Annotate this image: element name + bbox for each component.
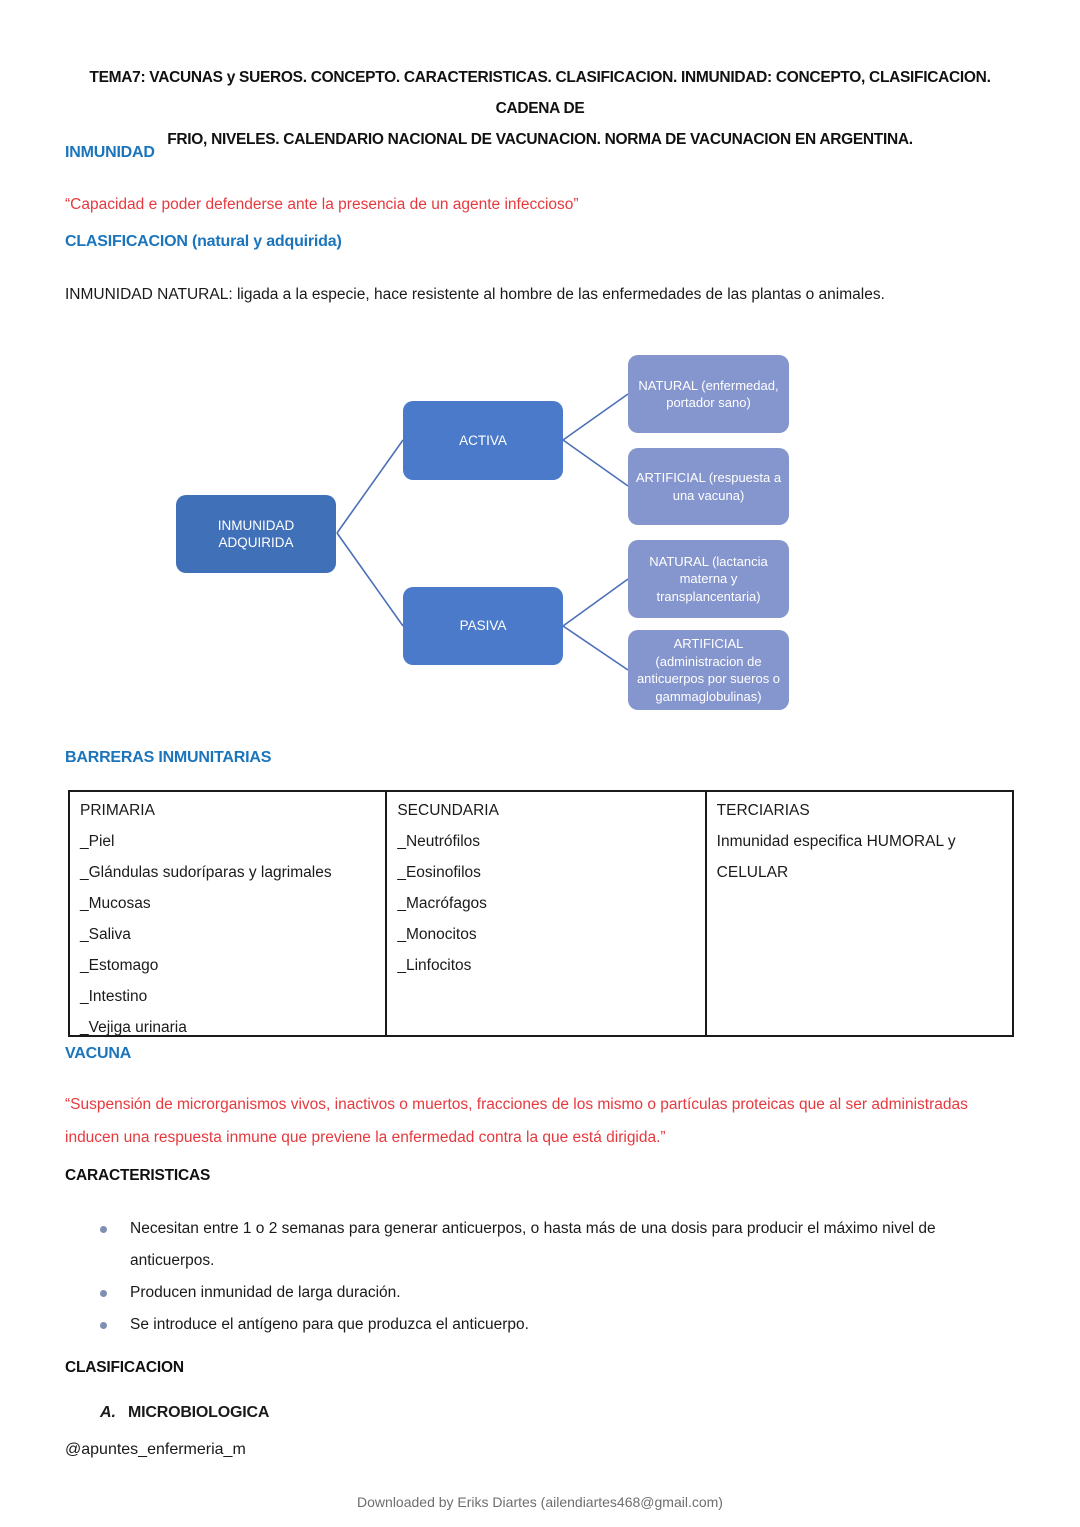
inmunidad-quote: “Capacidad e poder defenderse ante la presencia de un agente infeccioso” <box>65 196 579 213</box>
bullet-icon <box>100 1226 107 1233</box>
table-cell: _Neutrófilos <box>397 833 481 850</box>
heading-vacuna: VACUNA <box>65 1045 132 1062</box>
table-column-secundaria <box>387 792 706 1035</box>
diagram-box-pasiva-natural: NATURAL (lactancia materna y transplancentaria) <box>628 540 789 618</box>
inmunidad-adquirida-diagram <box>0 350 1080 718</box>
table-cell: _Intestino <box>80 988 148 1005</box>
table-cell: _Monocitos <box>397 926 477 943</box>
table-header-secundaria: SECUNDARIA <box>397 802 499 819</box>
table-column-terciarias <box>707 792 1012 1035</box>
diagram-box-pasiva: PASIVA <box>403 587 563 665</box>
table-cell: _Mucosas <box>80 895 151 912</box>
diagram-box-activa-artificial: ARTIFICIAL (respuesta a una vacuna) <box>628 448 789 525</box>
heading-inmunidad: INMUNIDAD <box>65 144 155 161</box>
table-header-terciarias: TERCIARIAS <box>716 802 810 819</box>
bullet-icon <box>100 1290 107 1297</box>
table-column-primaria <box>70 792 387 1035</box>
diagram-box-activa: ACTIVA <box>403 401 563 480</box>
caracteristicas-bullet-list <box>100 1213 1015 1341</box>
table-cell: _Glándulas sudoríparas y lagrimales <box>80 864 332 881</box>
heading-barreras-inmunitarias: BARRERAS INMUNITARIAS <box>65 749 272 766</box>
list-item: Necesitan entre 1 o 2 semanas para generar anticuerpos, o hasta más de una dosis para producir el máximo nivel de anticuerpos. <box>100 1213 1015 1277</box>
list-item: Se introduce el antígeno para que produzca el anticuerpo. <box>100 1309 1015 1341</box>
item-label: MICROBIOLOGICA <box>128 1404 270 1421</box>
page-title <box>60 62 1020 155</box>
table-cell: _Saliva <box>80 926 131 943</box>
table-cell: _Estomago <box>80 957 159 974</box>
inmunidad-natural-paragraph: INMUNIDAD NATURAL: ligada a la especie, hace resistente al hombre de las enfermedades de las plantas o animales. <box>65 286 885 303</box>
download-footer: Downloaded by Eriks Diartes (ailendiartes468@gmail.com) <box>357 1494 723 1510</box>
bullet-icon <box>100 1322 107 1329</box>
table-cell: _Vejiga urinaria <box>80 1019 187 1036</box>
diagram-box-pasiva-artificial: ARTIFICIAL (administracion de anticuerpos por sueros o gammaglobulinas) <box>628 630 789 710</box>
instagram-handle: @apuntes_enfermeria_m <box>65 1441 246 1458</box>
table-cell: Inmunidad especifica HUMORAL y CELULAR <box>716 833 956 881</box>
item-letter: A. <box>100 1404 116 1421</box>
table-cell: _Piel <box>80 833 115 850</box>
barreras-table <box>68 790 1014 1037</box>
diagram-box-inmunidad-adquirida: INMUNIDAD ADQUIRIDA <box>176 495 336 573</box>
table-cell: _Eosinofilos <box>397 864 481 881</box>
heading-clasificacion-vacuna: CLASIFICACION <box>65 1359 184 1376</box>
page-title-line-2: FRIO, NIVELES. CALENDARIO NACIONAL DE VACUNACION. NORMA DE VACUNACION EN ARGENTINA. <box>167 131 913 148</box>
table-cell: _Macrófagos <box>397 895 487 912</box>
diagram-box-activa-natural: NATURAL (enfermedad, portador sano) <box>628 355 789 433</box>
vacuna-quote: “Suspensión de microrganismos vivos, inactivos o muertos, fracciones de los mismo o partículas proteicas que al ser administradas inducen una respuesta inmune que previene la enfermedad contra la que está dirigida.” <box>65 1096 968 1146</box>
table-header-primaria: PRIMARIA <box>80 802 155 819</box>
clasificacion-item-a <box>100 1404 269 1422</box>
list-item: Producen inmunidad de larga duración. <box>100 1277 1015 1309</box>
page-title-line-1: TEMA7: VACUNAS y SUEROS. CONCEPTO. CARACTERISTICAS. CLASIFICACION. INMUNIDAD: CONCEPTO, CLASIFICACION. CADENA DE <box>89 69 991 117</box>
table-cell: _Linfocitos <box>397 957 472 974</box>
heading-caracteristicas: CARACTERISTICAS <box>65 1167 211 1184</box>
heading-clasificacion-natural-adquirida: CLASIFICACION (natural y adquirida) <box>65 233 342 250</box>
